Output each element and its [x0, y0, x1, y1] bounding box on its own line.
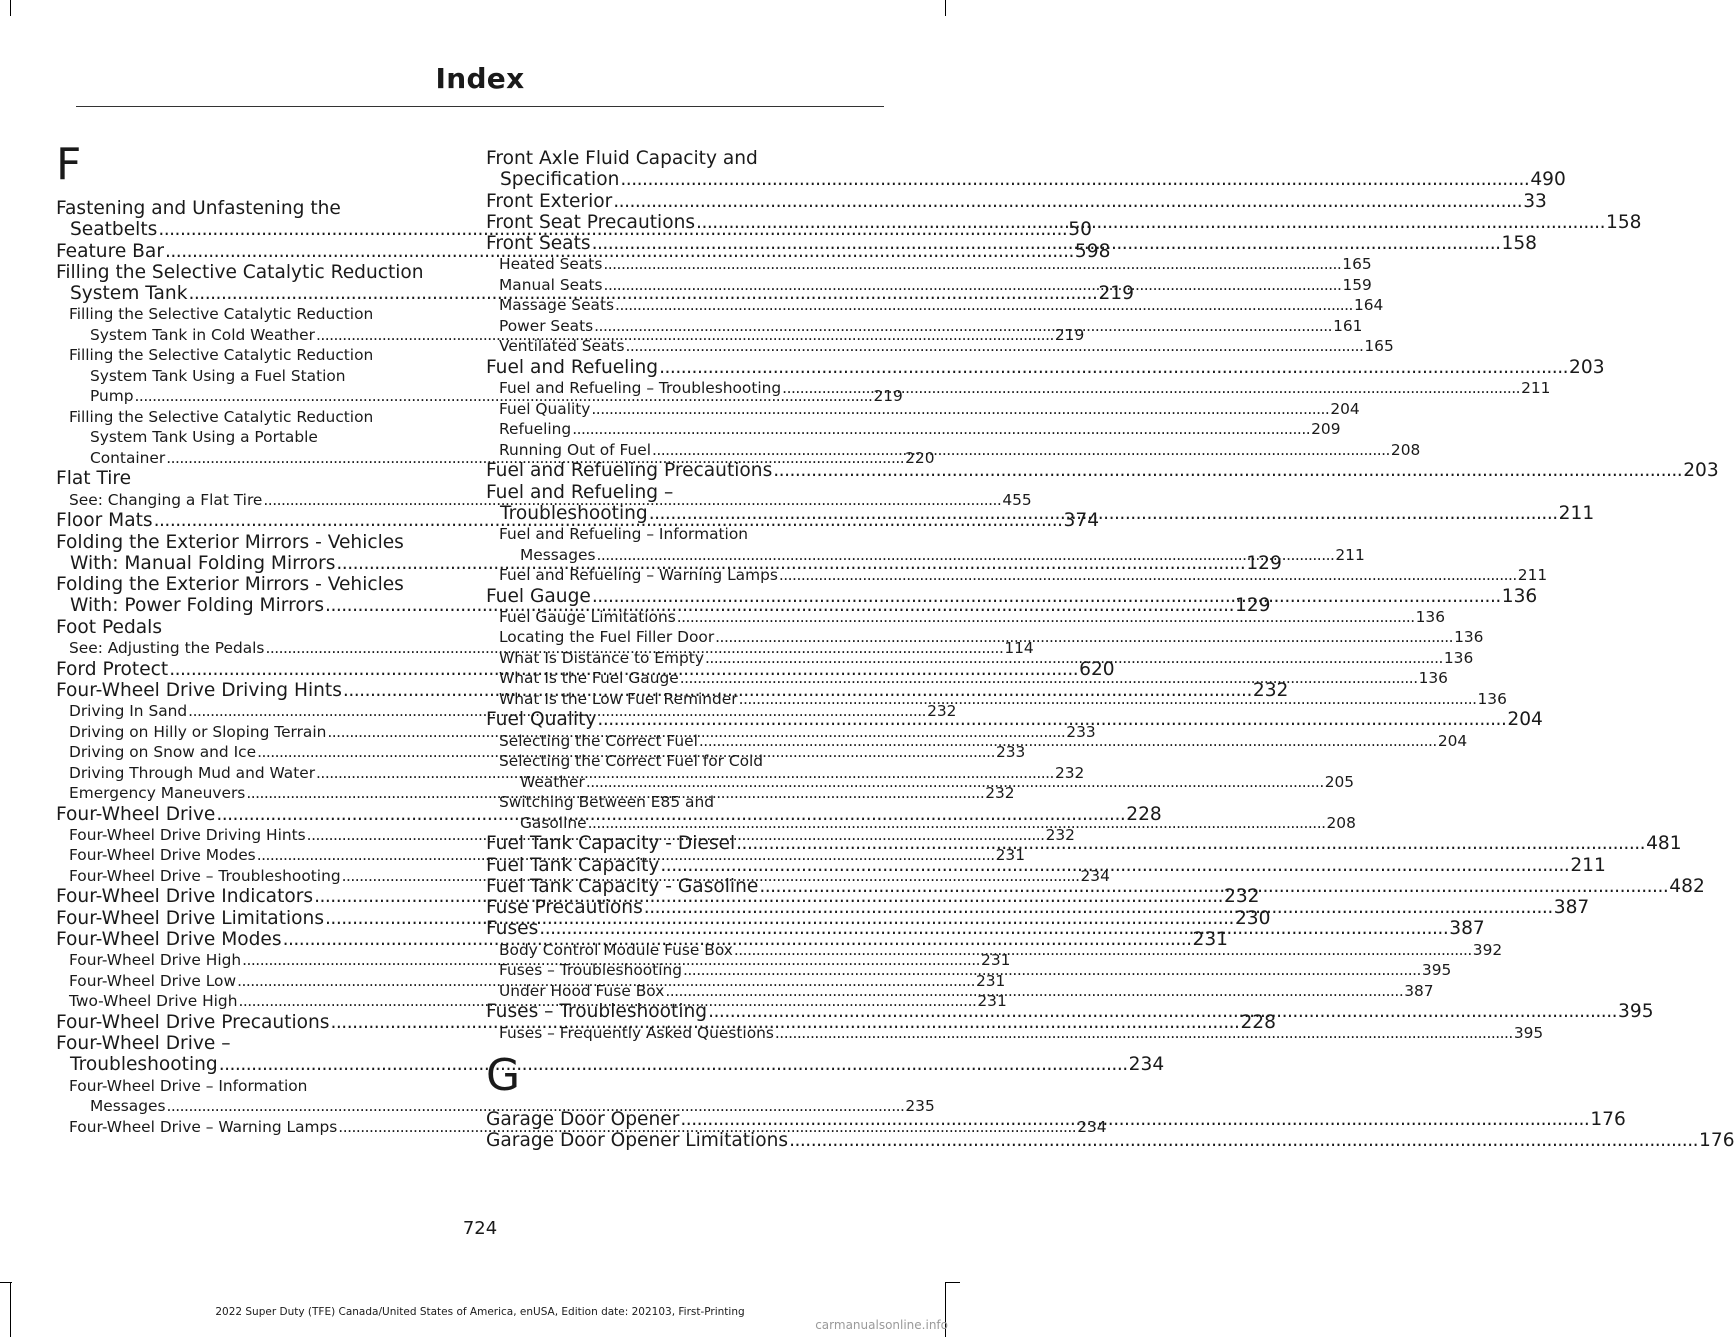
entry-label: Massage Seats — [499, 296, 615, 315]
entry-label: Garage Door Opener — [486, 1109, 680, 1131]
entry-label: Fuel Gauge — [486, 585, 591, 607]
entry-label: Locating the Fuel Filler Door — [499, 628, 715, 647]
crop-mark-bottom-left-h — [0, 1282, 12, 1283]
page-reference: 230 — [1234, 907, 1271, 929]
entry-label: Manual Seats — [499, 275, 603, 294]
index-entry[interactable] — [486, 190, 1547, 212]
page-reference: 395 — [1513, 1023, 1544, 1042]
page-reference: 33 — [1523, 190, 1547, 212]
dot-leader — [615, 295, 1353, 316]
entry-text-line: Filling the Selective Catalytic Reduction — [69, 346, 374, 365]
page-reference: 374 — [1063, 510, 1100, 532]
index-entry[interactable] — [486, 460, 1719, 482]
page-reference: 211 — [1335, 545, 1365, 564]
entry-text-line: Folding the Exterior Mirrors - Vehicles — [56, 574, 404, 596]
entry-label: What Is the Low Fuel Reminder — [499, 689, 738, 708]
entry-label: See: Changing a Flat Tire — [69, 490, 263, 509]
page-reference: 176 — [1590, 1109, 1626, 1131]
dot-leader — [603, 254, 1341, 275]
dot-leader — [696, 212, 1605, 233]
entry-label: Messages — [520, 545, 596, 564]
entry-label: Feature Bar — [56, 240, 164, 262]
entry-label: Fuses – Frequently Asked Questions — [499, 1023, 774, 1042]
page-reference: 220 — [905, 448, 935, 467]
crop-mark-bottom-right-h — [946, 1282, 960, 1283]
entry-label: Fuel and Refueling — [486, 356, 659, 378]
dot-leader — [705, 648, 1443, 669]
entry-label: What Is Distance to Empty — [499, 648, 704, 667]
entry-label: Four-Wheel Drive — [56, 803, 216, 825]
entry-label: Driving on Snow and Ice — [69, 743, 257, 762]
page-reference: 598 — [1074, 240, 1111, 262]
entry-label: Four-Wheel Drive Low — [69, 971, 237, 990]
entry-label: Four-Wheel Drive Modes — [69, 846, 256, 865]
dot-leader — [680, 668, 1418, 689]
entry-text-line: Fastening and Unfastening the — [56, 198, 341, 219]
entry-line — [486, 356, 1605, 378]
entry-label: With: Manual Folding Mirrors — [70, 552, 336, 574]
page-reference: 219 — [1098, 283, 1134, 305]
page-reference: 234 — [1080, 866, 1110, 885]
entry-label: Fuel and Refueling Precautions — [486, 460, 773, 482]
entry-label: Front Seats — [486, 233, 591, 255]
page-reference: 159 — [1342, 275, 1372, 294]
entry-label: Driving In Sand — [69, 702, 188, 721]
dot-leader — [699, 731, 1437, 752]
entry-text-line: Filling the Selective Catalytic Reduction — [56, 261, 424, 283]
dot-leader — [779, 565, 1517, 586]
entry-label: Four-Wheel Drive Modes — [56, 929, 282, 951]
entry-line — [499, 399, 1360, 420]
dot-leader — [613, 191, 1522, 212]
page-reference: 158 — [1606, 211, 1642, 233]
entry-label: Driving Through Mud and Water — [69, 763, 316, 782]
entry-label: Four-Wheel Drive – Troubleshooting — [69, 866, 341, 885]
dot-leader — [773, 460, 1682, 481]
dot-leader — [649, 503, 1558, 524]
entry-text-line: Fuel and Refueling – — [486, 481, 674, 503]
entry-label: Weather — [520, 772, 585, 791]
entry-label: Under Hood Fuse Box — [499, 981, 665, 1000]
page-reference: 482 — [1669, 875, 1705, 897]
entry-label: Heated Seats — [499, 255, 603, 274]
entry-text-line: Four-Wheel Drive – Information — [69, 1076, 308, 1095]
dot-leader — [644, 897, 1553, 918]
section-letter-f: F — [56, 139, 82, 190]
entry-label: Fuel and Refueling – Warning Lamps — [499, 566, 778, 585]
entry-text-line: Switching Between E85 and — [499, 793, 714, 812]
page-reference: 232 — [927, 702, 957, 721]
entry-label: Four-Wheel Drive Precautions — [56, 1011, 330, 1033]
page-reference: 164 — [1353, 296, 1384, 315]
page-reference: 233 — [995, 743, 1026, 762]
page-reference: 161 — [1333, 316, 1363, 335]
crop-mark-top-right — [945, 0, 946, 16]
entry-label: System Tank in Cold Weather — [90, 325, 315, 344]
page-reference: 234 — [1128, 1054, 1165, 1076]
dot-leader — [592, 233, 1501, 254]
entry-label: Four-Wheel Drive High — [69, 951, 242, 970]
entry-label: Body Control Module Fuse Box — [499, 940, 733, 959]
page-reference: 211 — [1521, 379, 1551, 398]
dot-leader — [597, 709, 1506, 730]
page-reference: 114 — [1004, 639, 1034, 658]
page-reference: 232 — [1224, 886, 1260, 908]
index-subentry[interactable] — [486, 399, 1360, 420]
entry-label: Power Seats — [499, 316, 594, 335]
dot-leader — [665, 981, 1403, 1002]
section-letter-g: G — [486, 1050, 521, 1102]
page-reference: 129 — [1234, 595, 1271, 617]
page-reference: 204 — [1437, 731, 1468, 750]
entry-text-line: Filling the Selective Catalytic Reduction — [69, 305, 374, 324]
index-entry[interactable] — [486, 356, 1605, 378]
entry-label: Fuel Gauge Limitations — [499, 607, 676, 626]
watermark: carmanualsonline.info — [815, 1318, 948, 1332]
dot-leader — [659, 357, 1568, 378]
entry-label: Four-Wheel Drive Driving Hints — [69, 825, 306, 844]
page-reference: 204 — [1330, 399, 1360, 418]
entry-label: Fuse Precautions — [486, 897, 643, 919]
page-reference: 620 — [1079, 658, 1115, 680]
entry-label: Gasoline — [520, 813, 587, 832]
page-number: 724 — [462, 1218, 498, 1239]
page-reference: 211 — [1570, 854, 1606, 876]
page-reference: 203 — [1569, 356, 1605, 378]
entry-label: Foot Pedals — [56, 616, 163, 638]
entry-line — [56, 1054, 1165, 1076]
page-reference: 204 — [1507, 709, 1543, 731]
entry-line — [499, 254, 1372, 275]
page-reference: 136 — [1477, 689, 1507, 708]
entry-text-line: Filling the Selective Catalytic Reduction — [69, 407, 374, 426]
page-reference: 208 — [1326, 813, 1356, 832]
dot-leader — [775, 1023, 1513, 1044]
entry-line — [499, 627, 1484, 648]
page-reference: 209 — [1311, 420, 1341, 439]
entry-line — [499, 336, 1394, 357]
entry-line — [56, 617, 446, 638]
index-subentry[interactable] — [486, 565, 1548, 586]
entry-label: Fuses — [486, 918, 539, 940]
entry-label: Four-Wheel Drive Indicators — [56, 886, 314, 908]
page-reference: 235 — [905, 1097, 935, 1116]
page-reference: 234 — [1077, 1117, 1107, 1136]
page-reference: 165 — [1364, 337, 1394, 356]
entry-label: What Is the Fuel Gauge — [499, 669, 679, 688]
entry-label: Specification — [500, 169, 620, 191]
page-reference: 233 — [1066, 722, 1096, 741]
page-reference: 232 — [1252, 679, 1289, 701]
dot-leader — [539, 918, 1448, 939]
edition-footer: 2022 Super Duty (TFE) Canada/United States of America, enUSA, Edition date: 202103, First-Printing — [215, 1306, 745, 1318]
entry-label: See: Adjusting the Pedals — [69, 639, 265, 658]
entry-text-line: Front Axle Fluid Capacity and — [486, 148, 758, 169]
entry-text-line: System Tank Using a Fuel Station — [90, 366, 346, 385]
dot-leader — [596, 545, 1334, 566]
entry-line — [486, 169, 1566, 191]
entry-label: Running Out of Fuel — [499, 440, 651, 459]
page-reference: 136 — [1443, 648, 1474, 667]
page-reference: 231 — [995, 846, 1025, 865]
entry-line — [499, 419, 1341, 440]
page-reference: 176 — [1699, 1130, 1735, 1152]
entry-text-line: System Tank Using a Portable — [90, 428, 318, 447]
page-reference: 50 — [1068, 219, 1092, 241]
dot-leader — [736, 833, 1645, 854]
index-subentry[interactable] — [486, 336, 1394, 357]
entry-label: Driving on Hilly or Sloping Terrain — [69, 722, 327, 741]
entry-label: Emergency Maneuvers — [69, 784, 246, 803]
page-reference: 387 — [1553, 897, 1590, 919]
entry-label: Fuel and Refueling – Troubleshooting — [499, 379, 782, 398]
entry-label: Seatbelts — [70, 219, 158, 241]
dot-leader — [620, 169, 1529, 190]
dot-leader — [739, 689, 1477, 710]
entry-label: Fuses – Troubleshooting — [486, 1001, 708, 1023]
entry-label: Ford Protect — [56, 658, 169, 680]
page-reference: 231 — [1192, 929, 1229, 951]
title-divider — [76, 106, 884, 107]
entry-label: Two-Wheel Drive High — [69, 992, 238, 1011]
page-reference: 203 — [1683, 460, 1719, 482]
page-reference: 136 — [1415, 607, 1446, 626]
page-reference: 395 — [1618, 1001, 1654, 1023]
entry-label: Fuel Tank Capacity - Gasoline — [486, 875, 759, 897]
dot-leader — [789, 1130, 1698, 1151]
dot-leader — [759, 876, 1668, 897]
index-subentry[interactable] — [486, 419, 1341, 440]
entry-label: Front Exterior — [486, 190, 613, 212]
page-reference: 219 — [873, 387, 903, 406]
page-reference: 392 — [1472, 940, 1503, 959]
entry-label: Four-Wheel Drive – Warning Lamps — [69, 1117, 338, 1136]
entry-text-line: Selecting the Correct Fuel for Cold — [499, 752, 764, 771]
page-reference: 136 — [1454, 628, 1484, 647]
page-title: Index — [435, 62, 525, 95]
entry-text-line: Folding the Exterior Mirrors - Vehicles — [56, 531, 404, 553]
page-reference: 387 — [1449, 918, 1485, 940]
entry-label: Fuses – Troubleshooting — [499, 961, 683, 980]
index-subentry[interactable] — [486, 254, 1372, 275]
entry-label: Messages — [90, 1097, 166, 1116]
page-reference: 165 — [1342, 255, 1372, 274]
dot-leader — [660, 855, 1569, 876]
entry-label: Fuel Quality — [499, 399, 591, 418]
page-reference: 211 — [1517, 566, 1548, 585]
index-subentry[interactable] — [486, 1023, 1544, 1044]
page-reference: 228 — [1240, 1011, 1276, 1033]
entry-label: Fuel Tank Capacity — [486, 854, 660, 876]
entry-line — [499, 565, 1548, 586]
index-entry[interactable] — [56, 468, 446, 489]
entry-label: System Tank — [70, 283, 188, 305]
entry-line — [486, 1130, 1735, 1152]
dot-leader — [588, 813, 1326, 834]
entry-label: Fuel Tank Capacity - Diesel — [486, 833, 736, 855]
entry-label: With: Power Folding Mirrors — [70, 595, 325, 617]
entry-line — [69, 1096, 935, 1117]
dot-leader — [591, 399, 1329, 420]
crop-mark-top-left — [10, 0, 11, 16]
entry-line — [56, 468, 446, 489]
dot-leader — [683, 960, 1421, 981]
index-entry[interactable] — [56, 617, 446, 638]
entry-label: Four-Wheel Drive Driving Hints — [56, 679, 342, 701]
page-reference: 228 — [1126, 803, 1162, 825]
page-reference: 232 — [985, 784, 1015, 803]
page-reference: 211 — [1558, 502, 1595, 524]
page-reference: 231 — [975, 971, 1006, 990]
index-entry[interactable] — [486, 1130, 1735, 1152]
page-reference: 455 — [1002, 490, 1032, 509]
page-reference: 136 — [1418, 669, 1448, 688]
entry-text-line: Four-Wheel Drive – — [56, 1033, 231, 1055]
dot-leader — [782, 378, 1520, 399]
dot-leader — [594, 316, 1332, 337]
entry-label: Troubleshooting — [500, 502, 648, 524]
page-reference: 136 — [1501, 585, 1538, 607]
page-reference: 208 — [1390, 440, 1421, 459]
index-entry[interactable] — [56, 1033, 1165, 1076]
entry-label: Container — [90, 448, 166, 467]
entry-line — [499, 1023, 1544, 1044]
entry-text-line: Fuel and Refueling – Information — [499, 525, 749, 544]
entry-label: Ventilated Seats — [499, 337, 625, 356]
page-reference: 490 — [1530, 169, 1566, 191]
entry-line — [499, 295, 1384, 316]
page-reference: 205 — [1324, 772, 1355, 791]
entry-label: Garage Door Opener Limitations — [486, 1130, 789, 1152]
index-subentry[interactable] — [486, 607, 1446, 628]
page-reference: 231 — [977, 992, 1007, 1011]
dot-leader — [592, 586, 1501, 607]
entry-label: Troubleshooting — [70, 1054, 218, 1076]
page-reference: 387 — [1404, 981, 1434, 1000]
entry-line — [486, 190, 1547, 212]
dot-leader — [572, 419, 1310, 440]
entry-label: Selecting the Correct Fuel — [499, 731, 698, 750]
page-reference: 129 — [1246, 552, 1282, 574]
dot-leader — [604, 275, 1342, 296]
dot-leader — [652, 440, 1390, 461]
entry-label: Flat Tire — [56, 468, 132, 490]
entry-label: Pump — [90, 387, 134, 406]
page-reference: 481 — [1646, 833, 1682, 855]
dot-leader — [708, 1001, 1617, 1022]
page-reference: 219 — [1054, 325, 1085, 344]
dot-leader — [715, 627, 1453, 648]
dot-leader — [734, 940, 1472, 961]
page-reference: 231 — [981, 951, 1011, 970]
entry-line — [486, 460, 1719, 482]
entry-label: Floor Mats — [56, 510, 153, 532]
entry-label: Fuel Quality — [486, 709, 597, 731]
dot-leader — [625, 336, 1363, 357]
dot-leader — [677, 607, 1415, 628]
index-subentry[interactable] — [486, 627, 1484, 648]
index-subentry[interactable] — [56, 1076, 935, 1117]
entry-label: Refueling — [499, 420, 572, 439]
entry-label: Four-Wheel Drive Limitations — [56, 907, 325, 929]
index-entry[interactable] — [486, 148, 1566, 191]
page-reference: 232 — [1045, 825, 1075, 844]
page-reference: 158 — [1501, 233, 1538, 255]
dot-leader — [586, 772, 1324, 793]
page-reference: 395 — [1421, 961, 1452, 980]
dot-leader — [680, 1109, 1589, 1130]
entry-line — [499, 607, 1446, 628]
entry-label: Front Seat Precautions — [486, 211, 696, 233]
page-reference: 232 — [1054, 763, 1085, 782]
index-subentry[interactable] — [486, 295, 1384, 316]
